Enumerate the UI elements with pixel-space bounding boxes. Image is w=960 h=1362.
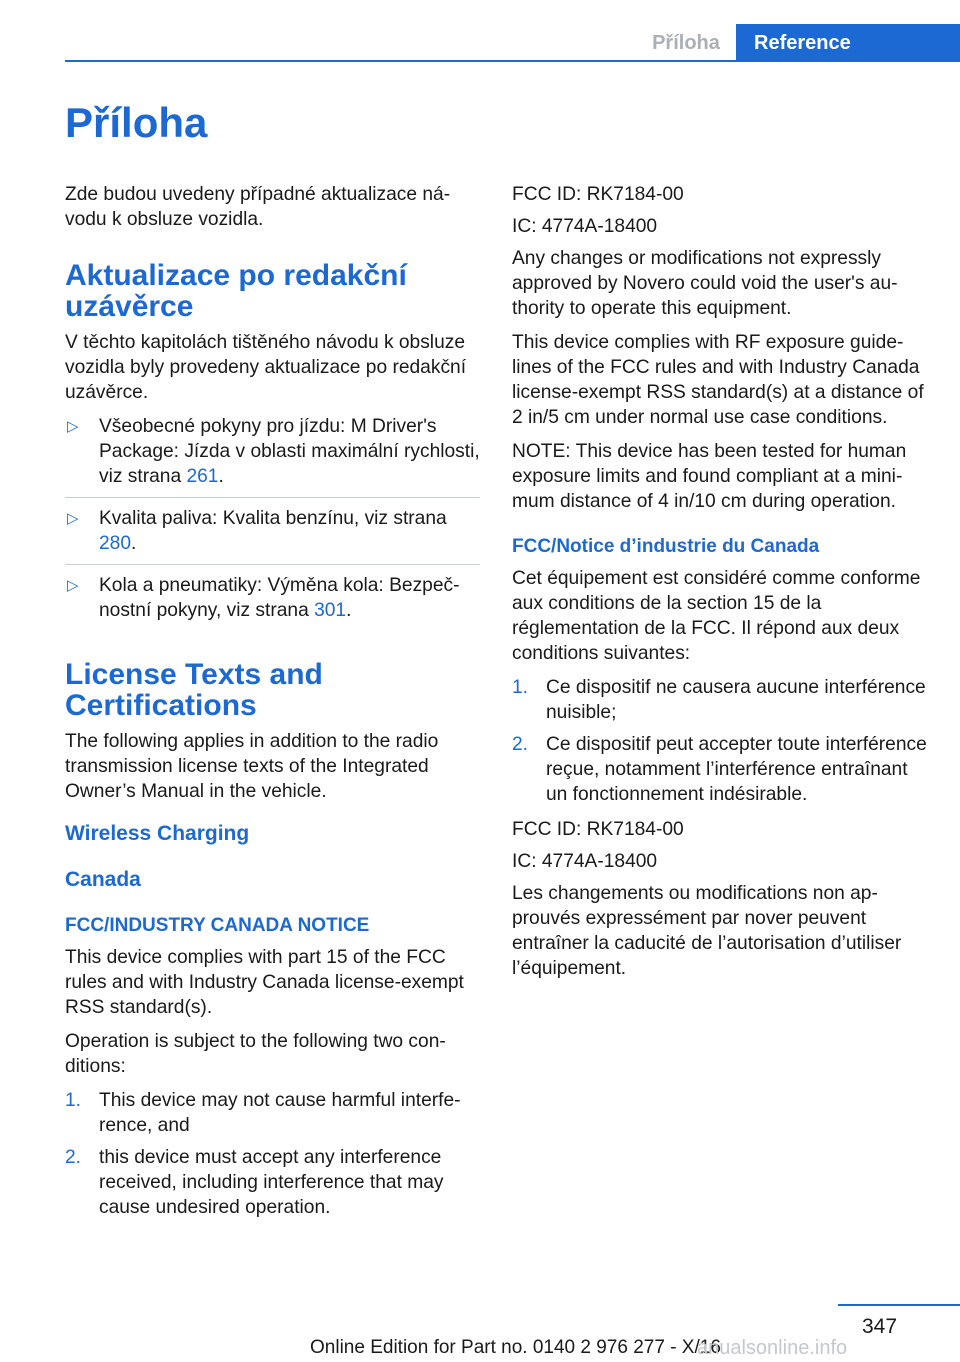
fcc-notice-heading: FCC/INDUSTRY CANADA NOTICE	[65, 915, 370, 936]
fr-conditions-list	[512, 675, 927, 807]
list-item-end: .	[131, 533, 137, 554]
fr-paragraph: Cet équipement est considéré comme conforme aux conditions de la section 15 de la réglementation de la FCC. Il répond aux deux conditions suivantes:	[512, 568, 921, 664]
list-item-end: .	[346, 600, 352, 621]
right-column	[512, 182, 927, 990]
license-heading: License Texts and Certifications	[65, 658, 323, 722]
conditions-list	[65, 1088, 480, 1220]
list-item-text: Kola a pneumatiky: Výměna kola: Bezpečnostní pokyny, viz strana	[99, 575, 460, 621]
list-item-text: Ce dispositif ne causera aucune interférence nuisible;	[546, 677, 926, 723]
fcc-notice-fr-heading: FCC/Notice d’industrie du Canada	[512, 536, 820, 557]
license-paragraph: The following applies in addition to the radio transmission license texts of the Integrated Owner’s Manual in the vehicle.	[65, 731, 439, 802]
list-item	[65, 414, 480, 498]
triangle-bullet-icon: ▷	[67, 418, 79, 435]
list-item-end: .	[218, 466, 224, 487]
tab-chapter-reference: Reference	[736, 24, 960, 62]
list-item	[65, 573, 480, 631]
ic-number: IC: 4774A-18400	[512, 216, 658, 237]
fr-changes-paragraph: Les changements ou modifications non approuvés expressément par nover peuvent entraîner la caducité de l’autorisation d’utiliser l’équipement.	[512, 883, 902, 979]
list-item-text: Všeobecné pokyny pro jízdu: M Driver's Package: Jízda v oblasti maximální rychlosti, viz strana	[99, 416, 480, 487]
canada-heading: Canada	[65, 868, 141, 891]
edition-text: Online Edition for Part no. 0140 2 976 277 - X/16	[310, 1337, 721, 1358]
intro-paragraph: Zde budou uvedeny případné aktualizace návodu k obsluze vozidla.	[65, 184, 451, 230]
header-rule	[65, 60, 960, 62]
fr-ic-number: IC: 4774A-18400	[512, 851, 658, 872]
list-item	[65, 1088, 480, 1138]
page-title: Příloha	[65, 99, 208, 146]
tab-section-priloha: Příloha	[652, 32, 720, 54]
list-item-text: This device may not cause harmful interference, and	[99, 1090, 461, 1136]
list-number: 2.	[65, 1147, 82, 1168]
page-link-280[interactable]: 280	[99, 533, 132, 554]
triangle-bullet-icon: ▷	[67, 510, 79, 527]
footer-rule	[838, 1304, 960, 1306]
changes-paragraph: Any changes or modifications not expressly approved by Novero could void the user's authority to operate this equipment.	[512, 248, 898, 319]
list-item	[65, 1145, 480, 1220]
list-item-text: this device must accept any interference received, including interference that may cause undesired operation.	[99, 1147, 444, 1218]
wireless-charging-heading: Wireless Charging	[65, 822, 250, 845]
list-item	[512, 732, 927, 807]
updates-list	[65, 414, 480, 631]
page-number: 347	[862, 1315, 898, 1338]
list-number: 1.	[65, 1090, 82, 1111]
list-number: 2.	[512, 734, 529, 755]
fr-fcc-id: FCC ID: RK7184-00	[512, 819, 684, 840]
left-column	[65, 182, 480, 1230]
list-item	[512, 675, 927, 725]
note-paragraph: NOTE: This device has been tested for human exposure limits and found compliant at a minimum distance of 4 in/10 cm during operation.	[512, 441, 907, 512]
list-item-text: Ce dispositif peut accepter toute interférence reçue, notamment l’interférence entraînant un fonctionnement indésirable.	[546, 734, 927, 805]
fcc-id: FCC ID: RK7184-00	[512, 184, 684, 205]
page-link-261[interactable]: 261	[186, 466, 219, 487]
rf-exposure-paragraph: This device complies with RF exposure guidelines of the FCC rules and with Industry Canada license-exempt RSS standard(s) at a distance of 2 in/5 cm under normal use case conditions.	[512, 332, 924, 428]
triangle-bullet-icon: ▷	[67, 577, 79, 594]
list-item-text: Kvalita paliva: Kvalita benzínu, viz strana	[99, 508, 447, 529]
watermark: anualsonline.info	[697, 1337, 848, 1359]
updates-heading: Aktualizace po redakční uzávěrce	[65, 259, 407, 323]
list-number: 1.	[512, 677, 529, 698]
conditions-intro: Operation is subject to the following two conditions:	[65, 1031, 446, 1077]
notice-paragraph: This device complies with part 15 of the FCC rules and with Industry Canada license-exempt RSS standard(s).	[65, 947, 464, 1018]
page-link-301[interactable]: 301	[314, 600, 347, 621]
list-item	[65, 506, 480, 565]
updates-paragraph: V těchto kapitolách tištěného návodu k obsluze vozidla byly provedeny aktualizace po redakční uzávěrce.	[65, 332, 467, 403]
